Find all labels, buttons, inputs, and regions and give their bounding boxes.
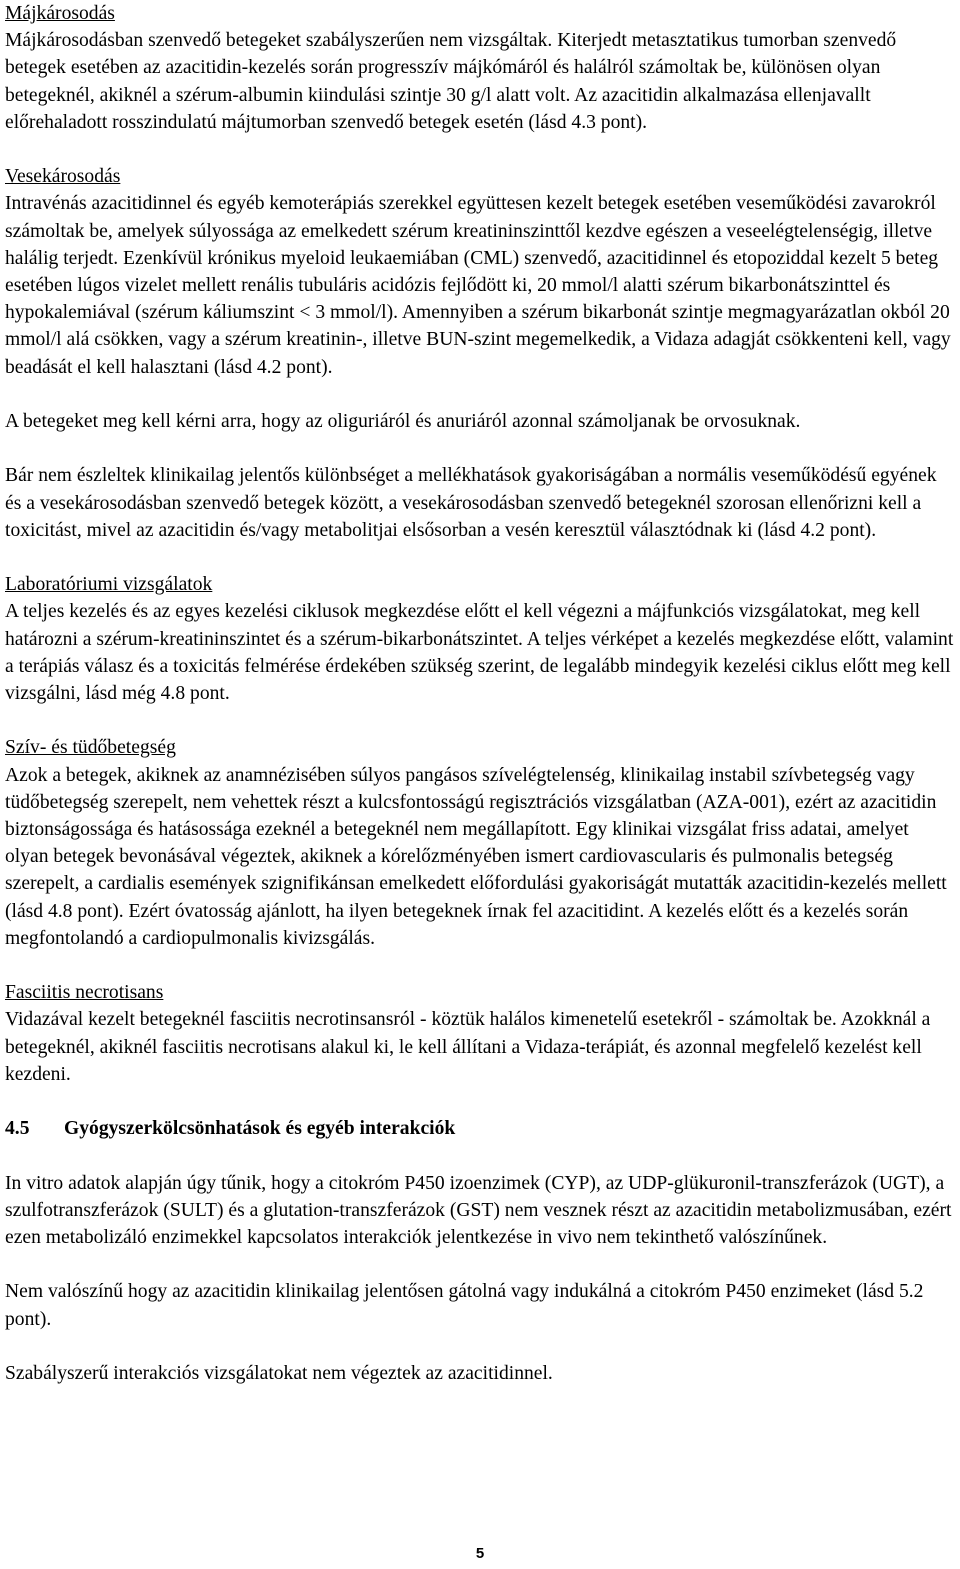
paragraph-laboratory-tests: A teljes kezelés és az egyes kezelési ciklusok megkezdése előtt el kell végezni a májfunkciós vizsgálatokat, meg kell határozni a szérum-kreatininszintet és a szérum-bikarbonátszintet. A teljes vérképet a kezelés megkezdése előtt, valamint a terápiás válasz és a toxicitás felmérése érdekében szükség szerint, de legalább mindegyik kezelési ciklus előtt meg kell vizsgálni, lásd még 4.8 pont. <box>5 601 954 705</box>
paragraph-interactions-1: In vitro adatok alapján úgy tűnik, hogy a citokróm P450 izoenzimek (CYP), az UDP-glükuronil-transzferázok (UGT), a szulfotranszferázok (SULT) és a glutation-transzferázok (GST) nem vesznek részt az azacitidin metabolizmusában, ezért ezen metabolizáló enzimekkel kapcsolatos interakciók jelentkezése in vivo nem tekinthető valószínűnek. <box>5 1172 952 1249</box>
paragraph-spacer <box>5 1142 956 1169</box>
paragraph-kidney-impairment-1: Intravénás azacitidinnel és egyéb kemoterápiás szerekkel együttesen kezelt betegek esetében veseműködési zavarokról számoltak be, amelyek súlyossága az emelkedett szérum kreatininszinttől kezdve egészen a veseelégtelenségig, illetve halálig terjedt. Ezenkívül krónikus myeloid leukaemiában (CML) szenvedő, azacitidinnel és etopoziddal kezelt 5 beteg esetében lúgos vizelet mellett renális tubuláris acidózis fejlődött ki, 20 mmol/l alatti szérum bikarbonátszinttel és hypokalemiával (szérum káliumszint < 3 mmol/l). Amennyiben a szérum bikarbonát szintje megmagyarázatlan okból 20 mmol/l alá csökken, vagy a szérum kreatinin-, illetve BUN-szint megemelkedik, a Vidaza adagját csökkenteni kell, vagy beadását el kell halasztani (lásd 4.2 pont). <box>5 193 951 378</box>
paragraph-spacer <box>5 707 956 734</box>
page-number: 5 <box>475 1545 485 1562</box>
section-interactions <box>5 1115 956 1387</box>
paragraph-spacer <box>5 952 956 979</box>
paragraph-spacer <box>5 544 956 571</box>
paragraph-kidney-impairment-3: Bár nem észleltek klinikailag jelentős különbséget a mellékhatások gyakoriságában a normális veseműködésű egyének és a vesekárosodásban szenvedő betegek között, a vesekárosodásban szenvedő betegeknél szorosan ellenőrizni kell a toxicitást, mivel az azacitidin és/vagy metabolitjai elsősorban a vesén keresztül választódnak ki (lásd 4.2 pont). <box>5 465 937 541</box>
paragraph-liver-impairment: Májkárosodásban szenvedő betegeket szabályszerűen nem vizsgáltak. Kiterjedt metasztatikus tumorban szenvedő betegek esetében az azacitidin-kezelés során progresszív májkómáról és halálról számoltak be, különösen olyan betegeknél, akiknél a szérum-albumin kiindulási szintje 30 g/l alatt volt. Az azacitidin alkalmazása ellenjavallt előrehaladott rosszindulatú májtumorban szenvedő betegek esetén (lásd 4.3 pont). <box>5 30 897 133</box>
heading-kidney-impairment: Vesekárosodás <box>5 166 121 188</box>
section-number: 4.5 <box>5 1118 30 1140</box>
paragraph-interactions-3: Szabályszerű interakciós vizsgálatokat nem végeztek az azacitidinnel. <box>5 1363 553 1384</box>
section-cardiopulmonary <box>5 734 956 952</box>
section-liver-impairment <box>5 0 956 136</box>
heading-fasciitis: Fasciitis necrotisans <box>5 982 164 1004</box>
document-body <box>5 0 956 1387</box>
section-title-interactions <box>5 1115 956 1142</box>
paragraph-spacer <box>5 381 956 408</box>
paragraph-spacer <box>5 1251 956 1278</box>
paragraph-fasciitis: Vidazával kezelt betegeknél fasciitis necrotinsansról - köztük halálos kimenetelű esetekről - számoltak be. Azokknál a betegeknél, akiknél fasciitis necrotisans alakul ki, le kell állítani a Vidaza-terápiát, és azonnal megfelelő kezelést kell kezdeni. <box>5 1009 931 1085</box>
paragraph-interactions-2: Nem valószínű hogy az azacitidin klinikailag jelentősen gátolná vagy indukálná a citokróm P450 enzimeket (lásd 5.2 pont). <box>5 1281 924 1330</box>
heading-laboratory-tests: Laboratóriumi vizsgálatok <box>5 574 213 596</box>
heading-liver-impairment: Májkárosodás <box>5 3 115 24</box>
section-kidney-impairment <box>5 163 956 544</box>
paragraph-spacer <box>5 1333 956 1360</box>
section-fasciitis <box>5 979 956 1088</box>
paragraph-spacer <box>5 136 956 163</box>
paragraph-spacer <box>5 1088 956 1115</box>
paragraph-kidney-impairment-2: A betegeket meg kell kérni arra, hogy az oliguriáról és anuriáról azonnal számoljanak be orvosuknak. <box>5 411 801 433</box>
section-title-text: Gyógyszerkölcsönhatások és egyéb interakciók <box>64 1118 456 1140</box>
section-laboratory-tests <box>5 571 956 707</box>
heading-cardiopulmonary: Szív- és tüdőbetegség <box>5 737 176 759</box>
paragraph-cardiopulmonary: Azok a betegek, akiknek az anamnézisében súlyos pangásos szívelégtelenség, klinikailag instabil szívbetegség vagy tüdőbetegség szerepelt, nem vehettek részt a kulcsfontosságú regisztrációs vizsgálatban (AZA-001), ezért az azacitidin biztonságossága és hatásossága ezeknél a betegeknél nem megállapított. Egy klinikai vizsgálat friss adatai, amelyet olyan betegek bevonásával végeztek, akiknek a kórelőzményében ismert cardiovascularis és pulmonalis betegség szerepelt, a cardialis események szignifikánsan emelkedett előfordulási gyakoriságát mutatták azacitidin-kezelés mellett (lásd 4.8 pont). Ezért óvatosság ajánlott, ha ilyen betegeknek írnak fel azacitidint. A kezelés előtt és a kezelés során megfontolandó a cardiopulmonalis kivizsgálás. <box>5 764 947 949</box>
paragraph-spacer <box>5 435 956 462</box>
